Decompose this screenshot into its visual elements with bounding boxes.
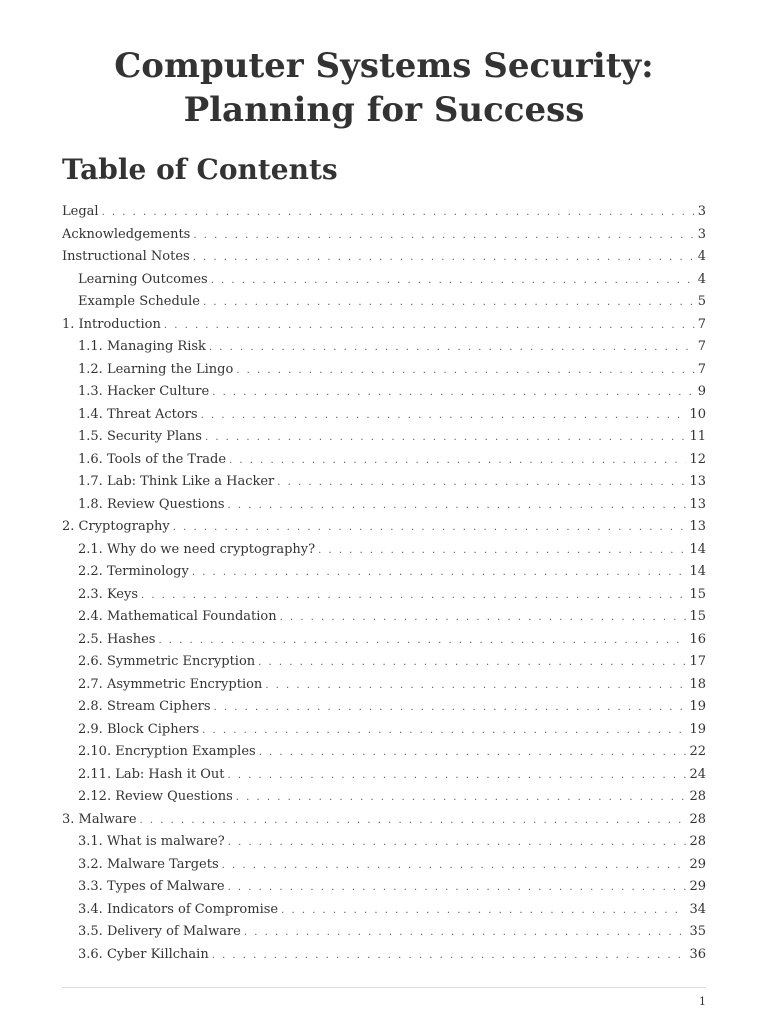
toc-entry-page[interactable]: 28 — [689, 811, 706, 827]
toc-entry[interactable] — [62, 381, 706, 404]
toc-entry-page[interactable]: 14 — [689, 564, 706, 579]
toc-entry[interactable] — [62, 359, 706, 382]
toc-entry[interactable] — [62, 471, 706, 494]
toc-dot-leader — [141, 585, 686, 607]
toc-entry-label[interactable]: Legal — [62, 204, 99, 219]
toc-entry[interactable] — [62, 854, 706, 877]
toc-dot-leader — [212, 382, 695, 404]
toc-entry-page[interactable]: 16 — [689, 631, 706, 647]
toc-entry-label[interactable]: 2.5. Hashes — [78, 631, 156, 647]
toc-entry-page[interactable]: 28 — [689, 789, 706, 804]
toc-dot-leader — [228, 832, 687, 854]
toc-entry-page[interactable]: 29 — [689, 856, 706, 872]
toc-dot-leader — [193, 225, 694, 247]
toc-entry-page[interactable]: 36 — [689, 946, 706, 962]
toc-entry-label[interactable]: 2.2. Terminology — [78, 564, 189, 579]
toc-entry[interactable] — [62, 314, 706, 337]
toc-entry-page[interactable]: 15 — [689, 609, 706, 624]
document-title — [0, 44, 768, 132]
toc-entry[interactable] — [62, 449, 706, 472]
toc-entry[interactable] — [62, 494, 706, 517]
toc-entry-label[interactable]: 1.8. Review Questions — [78, 496, 225, 512]
toc-entry-page[interactable]: 3 — [697, 204, 706, 219]
toc-entry-page[interactable]: 9 — [697, 384, 706, 399]
toc-dot-leader — [258, 652, 686, 674]
toc-entry-page[interactable]: 29 — [689, 879, 706, 894]
toc-entry-page[interactable]: 5 — [697, 294, 706, 309]
toc-entry[interactable] — [62, 291, 706, 314]
toc-entry-label[interactable]: 2.10. Encryption Examples — [78, 744, 256, 759]
toc-entry[interactable] — [62, 426, 706, 449]
toc-entry-page[interactable]: 34 — [689, 901, 706, 917]
toc-entry-label[interactable]: 3.2. Malware Targets — [78, 856, 219, 872]
toc-dot-leader — [203, 292, 695, 314]
toc-entry[interactable] — [62, 674, 706, 697]
toc-entry-page[interactable]: 17 — [689, 654, 706, 669]
toc-dot-leader — [102, 202, 695, 224]
toc-dot-leader — [211, 270, 695, 292]
toc-entry-page[interactable]: 24 — [689, 766, 706, 782]
toc-entry-page[interactable]: 28 — [689, 834, 706, 849]
toc-entry[interactable] — [62, 944, 706, 967]
toc-dot-leader — [277, 472, 686, 494]
toc-entry-label[interactable]: 3.3. Types of Malware — [78, 879, 225, 894]
toc-entry[interactable] — [62, 831, 706, 854]
toc-dot-leader — [265, 675, 686, 697]
page-number: 1 — [699, 995, 706, 1008]
toc-entry[interactable] — [62, 921, 706, 944]
toc-heading: Table of Contents — [62, 153, 338, 186]
toc-entry[interactable] — [62, 404, 706, 427]
toc-entry[interactable] — [62, 696, 706, 719]
toc-dot-leader — [227, 765, 686, 787]
toc-entry[interactable] — [62, 764, 706, 787]
toc-entry[interactable] — [62, 629, 706, 652]
title-line-2: Planning for Success — [183, 90, 585, 130]
toc-dot-leader — [205, 427, 686, 449]
toc-entry[interactable] — [62, 786, 706, 809]
toc-entry-label[interactable]: 1. Introduction — [62, 316, 161, 332]
toc-entry[interactable] — [62, 809, 706, 832]
footer-divider — [62, 987, 706, 988]
toc-entry-label[interactable]: 2.1. Why do we need cryptography? — [78, 541, 316, 557]
toc-entry[interactable] — [62, 516, 706, 539]
toc-entry-page[interactable]: 4 — [697, 271, 706, 287]
toc-entry-label[interactable]: 1.2. Learning the Lingo — [78, 361, 234, 377]
toc-entry[interactable] — [62, 336, 706, 359]
toc-dot-leader — [228, 495, 687, 517]
toc-dot-leader — [173, 517, 687, 539]
toc-entry-page[interactable]: 22 — [689, 744, 706, 759]
toc-entry-label[interactable]: Instructional Notes — [62, 249, 190, 264]
toc-entry-page[interactable]: 12 — [689, 451, 706, 467]
toc-entry-page[interactable]: 7 — [697, 339, 706, 354]
toc-dot-leader — [192, 562, 687, 584]
toc-dot-leader — [202, 720, 686, 742]
toc-entry[interactable] — [62, 651, 706, 674]
toc-entry-label[interactable]: 1.3. Hacker Culture — [78, 384, 210, 399]
toc-entry-page[interactable]: 3 — [697, 226, 706, 242]
toc-entry-page[interactable]: 7 — [697, 316, 706, 332]
toc-entry[interactable] — [62, 269, 706, 292]
toc-dot-leader — [140, 810, 687, 832]
toc-dot-leader — [229, 450, 686, 472]
toc-entry-page[interactable]: 15 — [689, 586, 706, 602]
toc-entry-label[interactable]: 3.6. Cyber Killchain — [78, 946, 209, 962]
toc-entry-label[interactable]: 2.7. Asymmetric Encryption — [78, 676, 263, 692]
title-line-1: Computer Systems Security: — [114, 46, 654, 86]
toc-dot-leader — [158, 630, 686, 652]
toc-entry-label[interactable]: 2.4. Mathematical Foundation — [78, 609, 277, 624]
toc-entry-label[interactable]: 1.5. Security Plans — [78, 429, 202, 444]
toc-dot-leader — [318, 540, 686, 562]
toc-entry-label[interactable]: 2.11. Lab: Hash it Out — [78, 766, 225, 782]
toc-entry-label[interactable]: 2.6. Symmetric Encryption — [78, 654, 256, 669]
toc-entry[interactable] — [62, 606, 706, 629]
toc-entry[interactable] — [62, 876, 706, 899]
toc-entry-page[interactable]: 14 — [689, 541, 706, 557]
toc-entry-label[interactable]: 2. Cryptography — [62, 519, 170, 534]
table-of-contents — [62, 201, 706, 966]
toc-entry-label[interactable]: 1.1. Managing Risk — [78, 339, 206, 354]
toc-entry-label[interactable]: 1.6. Tools of the Trade — [78, 451, 227, 467]
toc-dot-leader — [212, 945, 687, 967]
toc-entry-label[interactable]: 2.9. Block Ciphers — [78, 721, 200, 737]
toc-entry-label[interactable]: 3.1. What is malware? — [78, 834, 225, 849]
toc-entry-label[interactable]: Learning Outcomes — [78, 271, 208, 287]
toc-entry-label[interactable]: 3. Malware — [62, 811, 137, 827]
toc-entry-label[interactable]: Example Schedule — [78, 294, 201, 309]
toc-entry[interactable] — [62, 584, 706, 607]
toc-entry-page[interactable]: 7 — [697, 361, 706, 377]
toc-entry-page[interactable]: 13 — [689, 474, 706, 489]
toc-entry[interactable] — [62, 561, 706, 584]
toc-entry-page[interactable]: 10 — [689, 406, 706, 422]
toc-entry-page[interactable]: 4 — [697, 249, 706, 264]
toc-dot-leader — [236, 787, 687, 809]
toc-dot-leader — [244, 922, 687, 944]
toc-dot-leader — [236, 360, 694, 382]
toc-entry-page[interactable]: 19 — [689, 721, 706, 737]
toc-dot-leader — [228, 877, 687, 899]
toc-entry-page[interactable]: 13 — [689, 496, 706, 512]
toc-entry[interactable] — [62, 539, 706, 562]
toc-dot-leader — [209, 337, 695, 359]
toc-entry[interactable] — [62, 201, 706, 224]
toc-dot-leader — [280, 607, 687, 629]
toc-dot-leader — [193, 247, 695, 269]
toc-dot-leader — [222, 855, 687, 877]
toc-dot-leader — [281, 900, 686, 922]
toc-entry[interactable] — [62, 719, 706, 742]
toc-dot-leader — [214, 697, 687, 719]
toc-entry-label[interactable]: 3.4. Indicators of Compromise — [78, 901, 279, 917]
toc-entry-label[interactable]: 3.5. Delivery of Malware — [78, 924, 241, 939]
toc-entry-label[interactable]: 1.7. Lab: Think Like a Hacker — [78, 474, 275, 489]
toc-dot-leader — [164, 315, 695, 337]
toc-entry[interactable] — [62, 246, 706, 269]
toc-entry-label[interactable]: 2.8. Stream Ciphers — [78, 699, 211, 714]
toc-dot-leader — [259, 742, 687, 764]
toc-entry-page[interactable]: 13 — [689, 519, 706, 534]
toc-entry-page[interactable]: 18 — [689, 676, 706, 692]
toc-entry[interactable] — [62, 224, 706, 247]
toc-entry-label[interactable]: 2.12. Review Questions — [78, 789, 233, 804]
toc-entry[interactable] — [62, 899, 706, 922]
toc-entry-label[interactable]: 1.4. Threat Actors — [78, 406, 198, 422]
toc-entry-page[interactable]: 11 — [689, 429, 706, 444]
toc-entry-page[interactable]: 35 — [689, 924, 706, 939]
toc-dot-leader — [201, 405, 687, 427]
toc-entry-label[interactable]: 2.3. Keys — [78, 586, 139, 602]
toc-entry-label[interactable]: Acknowledgements — [62, 226, 191, 242]
toc-entry-page[interactable]: 19 — [689, 699, 706, 714]
toc-entry[interactable] — [62, 741, 706, 764]
